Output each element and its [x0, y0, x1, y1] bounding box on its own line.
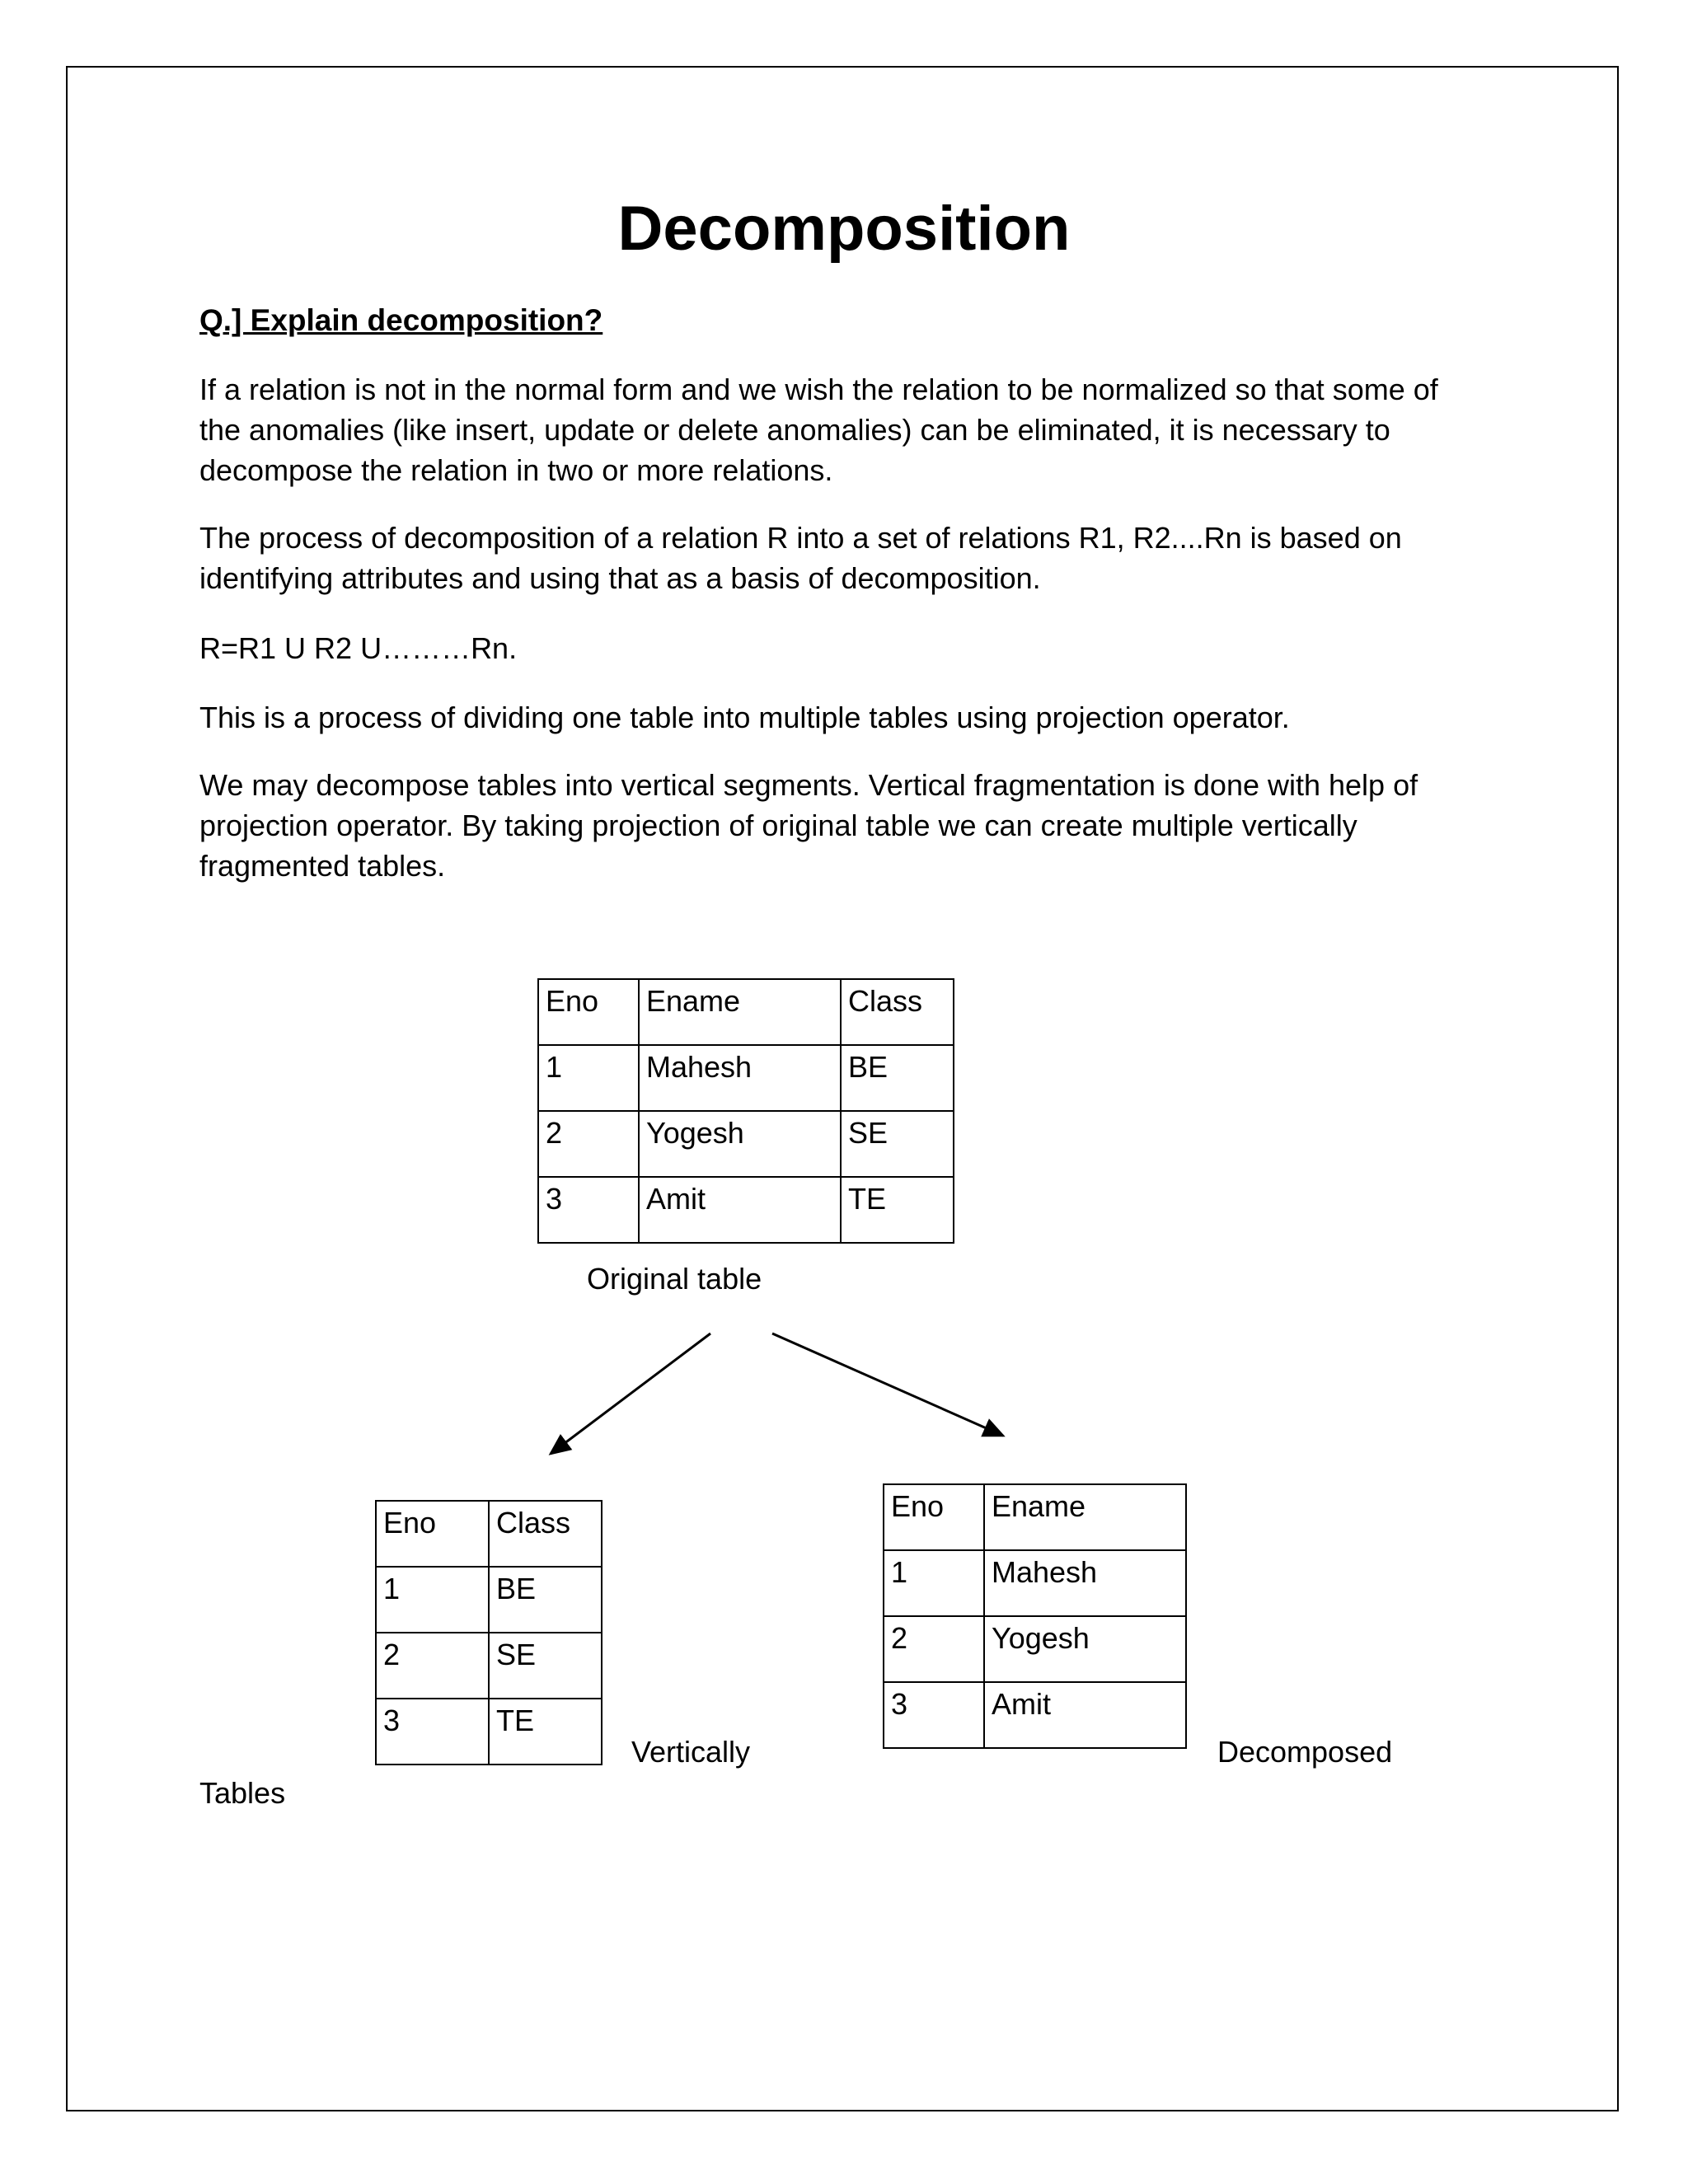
table-cell: BE — [841, 1045, 954, 1111]
table-cell: 1 — [538, 1045, 639, 1111]
table-cell: 1 — [376, 1567, 489, 1633]
table-row — [376, 1633, 602, 1699]
table-header-row — [376, 1501, 602, 1567]
table-cell: Yogesh — [639, 1111, 841, 1177]
header-cell: Class — [489, 1501, 602, 1567]
table-row — [538, 1177, 954, 1243]
table-row — [884, 1550, 1186, 1616]
original-table — [537, 978, 954, 1244]
table-cell: BE — [489, 1567, 602, 1633]
header-cell: Eno — [884, 1484, 984, 1550]
table-row — [884, 1616, 1186, 1682]
table-cell: Mahesh — [984, 1550, 1186, 1616]
caption-decomposed: Decomposed — [1217, 1735, 1393, 1769]
table-cell: Amit — [639, 1177, 841, 1243]
table-cell: 2 — [538, 1111, 639, 1177]
original-table-caption: Original table — [587, 1262, 762, 1296]
formula-line: R=R1 U R2 U………Rn. — [199, 631, 518, 665]
caption-tables: Tables — [199, 1776, 286, 1810]
table-cell: 3 — [538, 1177, 639, 1243]
table-row — [538, 1111, 954, 1177]
left-decomposed-table — [375, 1500, 603, 1765]
right-decomposed-table — [883, 1483, 1187, 1749]
table-row — [376, 1567, 602, 1633]
paragraph-3: This is a process of dividing one table into multiple tables using projection operator. — [199, 701, 1290, 734]
table-row — [376, 1699, 602, 1765]
table-row — [538, 1045, 954, 1111]
table-cell: Amit — [984, 1682, 1186, 1748]
paragraph-1: If a relation is not in the normal form and we wish the relation to be normalized so that some of the anomalies (like insert, update or delete anomalies) can be eliminated, it is necessary to decompose the relation in two or more relations. — [199, 373, 1438, 487]
header-cell: Eno — [376, 1501, 489, 1567]
table-cell: SE — [489, 1633, 602, 1699]
caption-vertically: Vertically — [631, 1735, 751, 1769]
paragraph-2: The process of decomposition of a relation R into a set of relations R1, R2....Rn is based on identifying attributes and using that as a basis of decomposition. — [199, 521, 1402, 595]
header-cell: Class — [841, 979, 954, 1045]
table-row — [884, 1682, 1186, 1748]
table-cell: Yogesh — [984, 1616, 1186, 1682]
table-cell: 2 — [376, 1633, 489, 1699]
header-cell: Ename — [984, 1484, 1186, 1550]
table-header-row — [538, 979, 954, 1045]
table-cell: 2 — [884, 1616, 984, 1682]
header-cell: Ename — [639, 979, 841, 1045]
table-cell: 1 — [884, 1550, 984, 1616]
table-header-row — [884, 1484, 1186, 1550]
table-cell: TE — [841, 1177, 954, 1243]
header-cell: Eno — [538, 979, 639, 1045]
table-cell: SE — [841, 1111, 954, 1177]
paragraph-4: We may decompose tables into vertical segments. Vertical fragmentation is done with help of projection operator. By taking projection of original table we can create multiple vertically fragmented tables. — [199, 768, 1418, 883]
table-cell: TE — [489, 1699, 602, 1765]
table-cell: 3 — [376, 1699, 489, 1765]
page-title: Decomposition — [617, 194, 1071, 264]
question-heading: Q.] Explain decomposition? — [199, 303, 603, 337]
table-cell: 3 — [884, 1682, 984, 1748]
table-cell: Mahesh — [639, 1045, 841, 1111]
